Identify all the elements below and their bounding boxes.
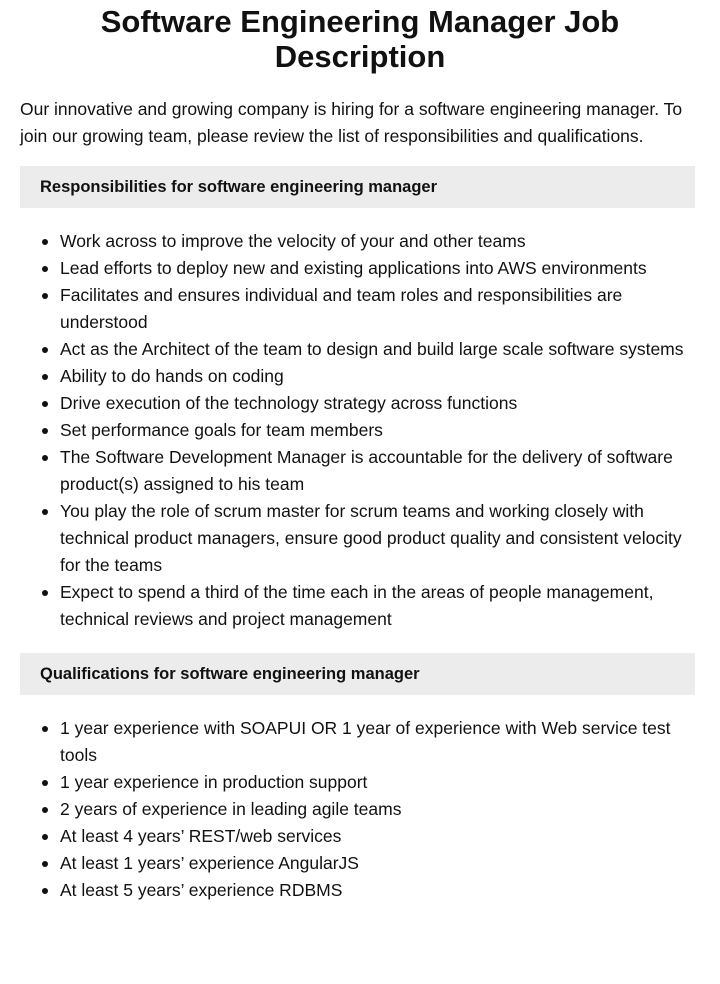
bullet-icon <box>42 374 48 380</box>
bullet-icon <box>42 293 48 299</box>
bullet-icon <box>42 888 48 894</box>
bullet-icon <box>42 807 48 813</box>
bullet-icon <box>42 455 48 461</box>
list-item-text: Set performance goals for team members <box>60 420 383 440</box>
list-item-text: Lead efforts to deploy new and existing applications into AWS environments <box>60 258 647 278</box>
bullet-icon <box>42 726 48 732</box>
list-item <box>20 796 700 823</box>
list-item <box>20 579 700 633</box>
qualifications-list <box>20 715 700 904</box>
bullet-icon <box>42 780 48 786</box>
list-item-text: Facilitates and ensures individual and team roles and responsibilities are understood <box>60 285 623 332</box>
list-item <box>20 850 700 877</box>
list-item-text: At least 1 years’ experience AngularJS <box>60 853 359 873</box>
list-item-text: Expect to spend a third of the time each in the areas of people management, technical reviews and project management <box>60 582 654 629</box>
list-item-text: Act as the Architect of the team to design and build large scale software systems <box>60 339 684 359</box>
list-item <box>20 282 700 336</box>
bullet-icon <box>42 428 48 434</box>
bullet-icon <box>42 834 48 840</box>
list-item-text: 1 year experience with SOAPUI OR 1 year of experience with Web service test tools <box>60 718 671 765</box>
list-item <box>20 498 700 579</box>
list-item-text: Drive execution of the technology strategy across functions <box>60 393 518 413</box>
list-item-text: At least 4 years’ REST/web services <box>60 826 342 846</box>
responsibilities-list <box>20 228 700 633</box>
bullet-icon <box>42 590 48 596</box>
list-item-text: Ability to do hands on coding <box>60 366 284 386</box>
list-item-text: 1 year experience in production support <box>60 772 368 792</box>
responsibilities-heading: Responsibilities for software engineering manager <box>20 166 695 208</box>
bullet-icon <box>42 861 48 867</box>
bullet-icon <box>42 509 48 515</box>
intro-paragraph: Our innovative and growing company is hiring for a software engineering manager. To join our growing team, please review the list of responsibilities and qualifications. <box>20 99 683 146</box>
list-item <box>20 444 700 498</box>
list-item <box>20 255 700 282</box>
page-title: Software Engineering Manager Job Description <box>100 4 620 74</box>
list-item-text: At least 5 years’ experience RDBMS <box>60 880 343 900</box>
list-item <box>20 228 700 255</box>
list-item <box>20 823 700 850</box>
qualifications-heading: Qualifications for software engineering manager <box>20 653 695 695</box>
section-spacer <box>20 633 700 637</box>
list-item <box>20 715 700 769</box>
list-item <box>20 769 700 796</box>
list-item <box>20 336 700 363</box>
list-item <box>20 417 700 444</box>
bullet-icon <box>42 239 48 245</box>
bullet-icon <box>42 401 48 407</box>
list-item-text: The Software Development Manager is accountable for the delivery of software product(s) assigned to his team <box>60 447 673 494</box>
bullet-icon <box>42 347 48 353</box>
list-item-text: 2 years of experience in leading agile teams <box>60 799 402 819</box>
list-item <box>20 877 700 904</box>
list-item-text: You play the role of scrum master for scrum teams and working closely with technical product managers, ensure good product quality and consistent velocity for the teams <box>60 501 682 575</box>
list-item <box>20 390 700 417</box>
bullet-icon <box>42 266 48 272</box>
list-item-text: Work across to improve the velocity of your and other teams <box>60 231 526 251</box>
list-item <box>20 363 700 390</box>
